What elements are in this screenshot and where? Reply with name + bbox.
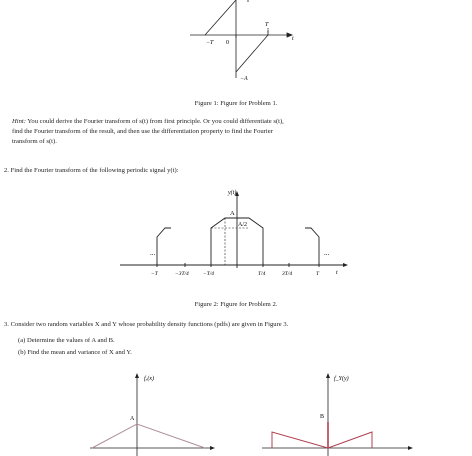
fig2-tick-label: −3T/4 (175, 271, 189, 277)
hint-label: Hint: (12, 118, 26, 125)
fig2-right-pulse (305, 228, 319, 265)
problem-2 (4, 166, 468, 176)
fig1-label-t: t (292, 36, 294, 42)
fig1-label-T: T (265, 22, 269, 28)
figure-1 (0, 0, 472, 100)
fig2-dots-left: ... (150, 249, 156, 257)
problem-3-part-b: (b) Find the mean and variance of X and Y. (18, 349, 132, 356)
fig3-left-pdf (92, 424, 205, 448)
fig3-right-pdf (272, 422, 372, 448)
fig2-tick-label: −T (151, 271, 158, 277)
fig2-label-A-half: A/2 (238, 222, 247, 228)
fig2-label-t: t (336, 270, 338, 276)
problem-3-text: Consider two random variables X and Y whose probability density functions (pdfs) are given in Figure 3. (10, 321, 289, 328)
fig2-tick-label: 3T/4 (282, 271, 293, 277)
hint-line-3: transform of s(t). (12, 138, 57, 145)
fig1-label-minus-T: −T (206, 40, 214, 46)
fig2-tick-label: −T/4 (203, 271, 215, 277)
figure-3 (0, 360, 472, 456)
fig1-signal-rise-left (205, 0, 236, 35)
fig1-label-minus-A: −A (240, 76, 248, 82)
fig1-label-zero: 0 (226, 40, 229, 46)
hint-paragraph (12, 117, 468, 147)
fig2-dots-right: ... (324, 249, 330, 257)
fig3-right-label: f_Y(y) (334, 376, 349, 382)
problem-3 (4, 320, 470, 330)
figure-2-caption: Figure 2: Figure for Problem 2. (194, 301, 278, 308)
problem-2-number: 2. (4, 167, 9, 174)
fig3-left-label: fₓ(x) (144, 376, 155, 382)
hint-line-1: You could derive the Fourier transform of s(t) from first principle. Or you could differentiate s(t), (27, 118, 284, 125)
fig2-label-yt: y(t) (228, 190, 237, 196)
fig1-signal-drop (236, 35, 268, 72)
fig3-left-peak: A (130, 416, 135, 422)
figure-1-caption: Figure 1: Figure for Problem 1. (194, 100, 278, 107)
fig3-right-peak: B (320, 414, 325, 420)
fig2-left-pulse (157, 228, 171, 265)
hint-line-2: find the Fourier transform of the result, and then use the differentiation property to find the Fourier (12, 128, 273, 135)
figure-2 (0, 180, 472, 295)
problem-3-number: 3. (4, 321, 9, 328)
problem-3-part-a: (a) Determine the values of A and B. (18, 337, 115, 344)
fig2-tick-label: T/4 (258, 271, 266, 277)
fig2-tick-label: T (316, 271, 320, 277)
fig2-label-A: A (230, 210, 235, 217)
problem-2-text: Find the Fourier transform of the following periodic signal y(t): (10, 167, 179, 174)
